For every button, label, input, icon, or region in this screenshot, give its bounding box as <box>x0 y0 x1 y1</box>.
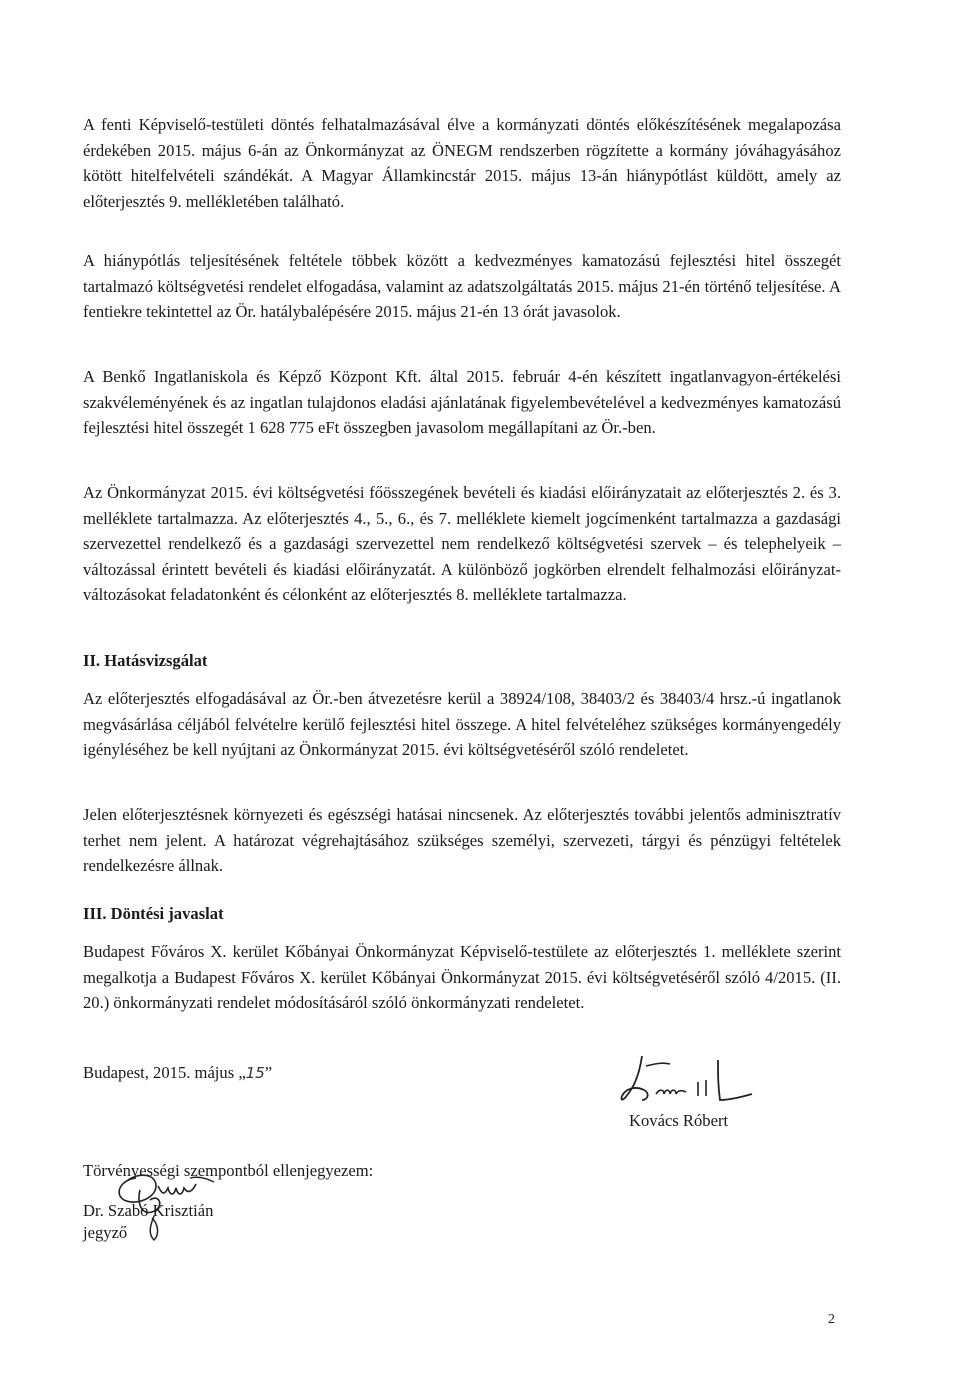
paragraph-hatasok: Jelen előterjesztésnek környezeti és egészségi hatásai nincsenek. Az előterjesztés további jelentős adminisztratív terhet nem jelent. A határozat végrehajtásához szükséges személyi, szervezeti, tárgyi és pénzügyi feltételek rendelkezésre állnak. <box>83 805 841 876</box>
place-date-close: ” <box>264 1063 273 1082</box>
paragraph-hianypotlas-intro: A fenti Képviselő-testületi döntés felhatalmazásával élve a kormányzati döntés előkészítésének megalapozása érdekében 2015. május 6-án az Önkormányzat az ÖNEGM rendszerben rögzítette a kormány jóváhagyásához kötött hitelfelvételi szándékát. A Magyar Államkincstár 2015. május 13-án hiánypótlást küldött, amely az előterjesztés 9. mellékletében található. <box>83 115 841 211</box>
place-date <box>83 1062 272 1084</box>
heading-hatasvizsgalat: II. Hatásvizsgálat <box>83 651 208 670</box>
paragraph-javaslat: Budapest Főváros X. kerület Kőbányai Önkormányzat Képviselő-testülete az előterjesztés 1. melléklete szerint megalkotja a Budapest Főváros X. kerület Kőbányai Önkormányzat 2015. évi költségvetéséről szóló 4/2015. (II. 20.) önkormányzati rendelet módosításáról szóló önkormányzati rendeletet. <box>83 942 841 1013</box>
countersign-label: Törvényességi szempontból ellenjegyezem: <box>83 1161 374 1180</box>
paragraph-hianypotlas-feltetel: A hiánypótlás teljesítésének feltétele többek között a kedvezményes kamatozású fejlesztési hitel összegét tartalmazó költségvetési rendelet elfogadása, valamint az adatszolgáltatás 2015. május 21-én történő teljesítése. A fentiekre tekintettel az Ör. hatálybalépésére 2015. május 21-én 13 órát javasolok. <box>83 251 841 322</box>
paragraph-ertekeles: A Benkő Ingatlaniskola és Képző Központ Kft. által 2015. február 4-én készített ingatlanvagyon-értékelési szakvéleményének és az ingatlan tulajdonos eladási ajánlatának figyelembevételével a kedvezményes kamatozású fejlesztési hitel összegét 1 628 775 eFt összegben javasolom megállapítani az Ör.-ben. <box>83 367 841 438</box>
page-number: 2 <box>828 1312 835 1327</box>
signature-mayor <box>614 1050 764 1110</box>
heading-dontesi-javaslat: III. Döntési javaslat <box>83 904 224 923</box>
signer-name: Kovács Róbert <box>629 1111 729 1130</box>
countersigner-title: jegyző <box>83 1223 128 1242</box>
paragraph-hitel: Az előterjesztés elfogadásával az Ör.-ben átvezetésre kerül a 38924/108, 38403/2 és 38403/4 hrsz.-ú ingatlanok megvásárlása céljából felvételre kerülő fejlesztési hitel összege. A hitel felvételéhez szükséges kormányengedély igényléséhez be kell nyújtani az Önkormányzat 2015. évi költségvetéséről szóló rendeletet. <box>83 689 841 760</box>
handwritten-day: 15 <box>245 1064 265 1082</box>
place-date-text: Budapest, 2015. május „ <box>83 1063 246 1082</box>
paragraph-koltsegvetes: Az Önkormányzat 2015. évi költségvetési főösszegének bevételi és kiadási előirányzatait az előterjesztés 2. és 3. melléklete tartalmazza. Az előterjesztés 4., 5., 6., és 7. melléklete kiemelt jogcímenként tartalmazza a gazdasági szervezettel rendelkező és a gazdasági szervezettel nem rendelkező költségvetési szervek – és telephelyeik – változással érintett bevételi és kiadási előirányzatát. A különböző jogkörben elrendelt felhalmozási előirányzat-változásokat feladatonként és célonként az előterjesztés 8. melléklete tartalmazza. <box>83 483 841 605</box>
countersigner-name: Dr. Szabó Krisztián <box>83 1201 214 1220</box>
